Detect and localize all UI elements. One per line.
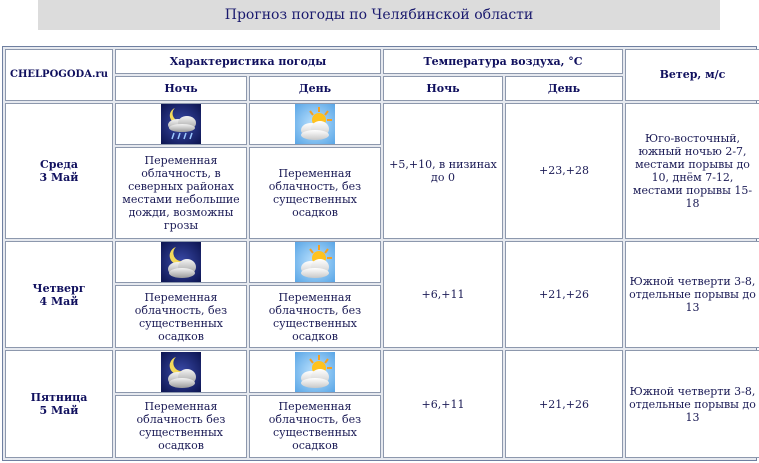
weekday: Пятница — [30, 391, 88, 405]
night-rain-cloud-icon — [161, 104, 201, 144]
weather-day-header: День — [249, 76, 381, 100]
night-weather-icon-cell — [115, 103, 247, 146]
day-description: Переменная облачность, без существенных осадков — [249, 285, 381, 348]
day-description: Переменная облачность, без существенных осадков — [249, 147, 381, 238]
temp-night: +5,+10, в низинах до 0 — [383, 103, 503, 239]
night-description: Переменная облачность без существенных осадков — [115, 395, 247, 458]
moon-behind-clouds-icon — [161, 242, 201, 282]
wind-description: Южной четверти 3-8, отдельные порывы до 13 — [625, 241, 759, 349]
night-description: Переменная облачность, в северных районах местами небольшие дожди, возможны грозы — [115, 147, 247, 238]
day-weather-icon-cell — [249, 103, 381, 146]
moon-behind-clouds-icon — [161, 352, 201, 392]
wind-description: Южной четверти 3-8, отдельные порывы до 13 — [625, 350, 759, 458]
day-weather-icon-cell — [249, 350, 381, 393]
day-label — [5, 103, 113, 239]
temperature-night-header: Ночь — [383, 76, 503, 100]
temp-day: +21,+26 — [505, 350, 623, 458]
date: 3 Май — [39, 170, 79, 184]
weather-night-header: Ночь — [115, 76, 247, 100]
sun-behind-clouds-icon — [295, 104, 335, 144]
date: 4 Май — [39, 294, 79, 308]
night-weather-icon-cell — [115, 241, 247, 284]
date: 5 Май — [39, 404, 79, 418]
page-title: Прогноз погоды по Челябинской области — [38, 0, 720, 30]
temp-day: +21,+26 — [505, 241, 623, 349]
sun-behind-clouds-icon — [295, 242, 335, 282]
temp-night: +6,+11 — [383, 350, 503, 458]
day-label — [5, 350, 113, 458]
day-weather-icon-cell — [249, 241, 381, 284]
temperature-day-header: День — [505, 76, 623, 100]
weekday: Четверг — [32, 281, 86, 295]
temperature-header: Температура воздуха, °С — [383, 49, 623, 74]
temp-day: +23,+28 — [505, 103, 623, 239]
night-weather-icon-cell — [115, 350, 247, 393]
wind-header: Ветер, м/с — [625, 49, 759, 101]
day-description: Переменная облачность, без существенных осадков — [249, 395, 381, 458]
day-label — [5, 241, 113, 349]
forecast-table — [2, 46, 757, 461]
weekday: Среда — [40, 157, 78, 171]
night-description: Переменная облачность, без существенных осадков — [115, 285, 247, 348]
sun-behind-clouds-icon — [295, 352, 335, 392]
temp-night: +6,+11 — [383, 241, 503, 349]
site-name: CHELPOGODA.ru — [5, 49, 113, 101]
wind-description: Юго-восточный, южный ночью 2-7, местами порывы до 10, днём 7-12, местами порывы 15-18 — [625, 103, 759, 239]
weather-header: Характеристика погоды — [115, 49, 381, 74]
